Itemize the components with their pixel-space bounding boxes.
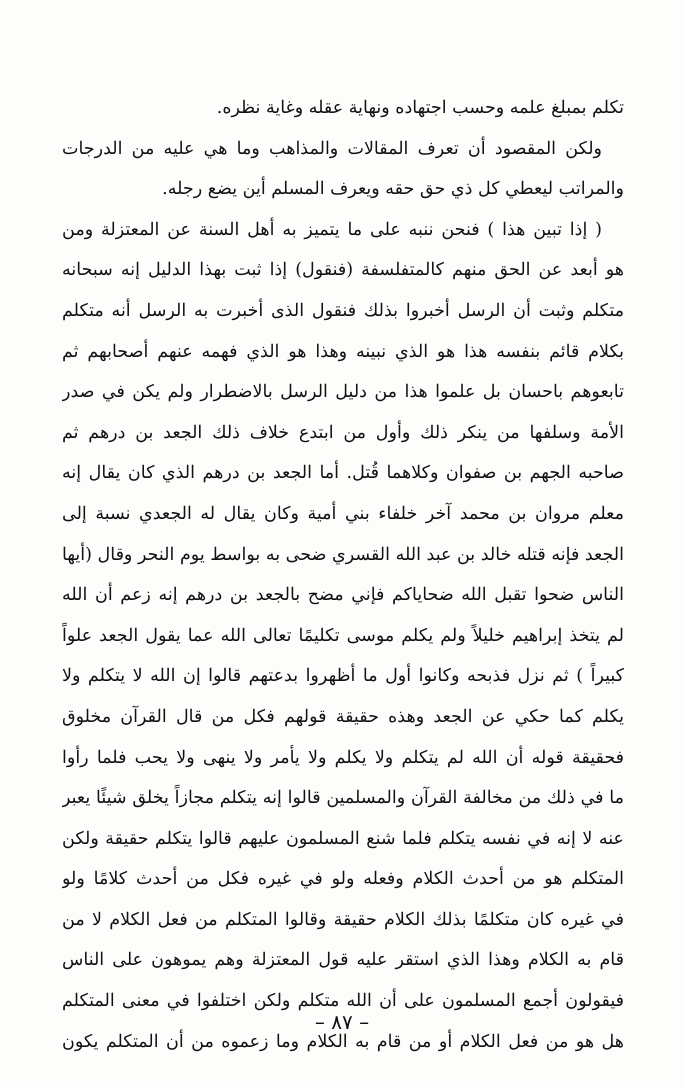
text-line-8: تابعوهم باحسان بل علموا هذا من دليل الرسل بالاضطرار ولم يكن في صدر: [62, 382, 624, 403]
text-line-17: فحقيقة قوله أن الله لم يتكلم ولا يكلم ولا يأمر ولا ينهى ولا يحب فلما رأوا: [62, 747, 624, 768]
text-line-21: في غيره كان متكلمًا بذلك الكلام حقيقة وقالوا المتكلم من فعل الكلام لا من: [62, 909, 624, 930]
text-line-20: المتكلم هو من أحدث الكلام وفعله ولو في غيره فكل من أحدث كلامًا ولو: [62, 869, 624, 890]
text-line-24: هل هو من فعل الكلام أو من قام به الكلام وما زعموه من أن المتكلم يكون: [62, 1031, 624, 1052]
text-line-7: بكلام قائم بنفسه هذا هو الذي نبينه وهذا هو الذي فهمه عنهم أصحابهم ثم: [62, 341, 624, 362]
text-line-5: هو أبعد عن الحق منهم كالمتفلسفة (فنقول) إذا ثبت بهذا الدليل إنه سبحانه: [62, 260, 624, 281]
text-line-15: كبيراً ) ثم نزل فذبحه وكانوا أول ما أظهروا بدعتهم قالوا إن الله لا يتكلم ولا: [62, 666, 624, 687]
text-line-13: الناس ضحوا تقبل الله ضحاياكم فإني مضح بالجعد بن درهم إنه زعم أن الله: [62, 585, 624, 606]
text-line-18: ما في ذلك من مخالفة القرآن والمسلمين قالوا إنه يتكلم مجازاً يخلق شيئًا يعبر: [62, 788, 624, 809]
text-line-14: لم يتخذ إبراهيم خليلاً ولم يكلم موسى تكليمًا تعالى الله عما يقول الجعد علواً: [62, 625, 624, 646]
page-number: – ٨٧ –: [314, 1010, 370, 1034]
text-line-2: ولكن المقصود أن تعرف المقالات والمذاهب وما هي عليه من الدرجات: [62, 138, 602, 159]
text-line-3: والمراتب ليعطي كل ذي حق حقه ويعرف المسلم أين يضع رجله.: [162, 179, 624, 200]
text-line-1: تكلم بمبلغ علمه وحسب اجتهاده ونهاية عقله وغاية نظره.: [216, 98, 624, 118]
text-line-12: الجعد فإنه قتله خالد بن عبد الله القسري ضحى به بواسط يوم النحر وقال (أيها: [62, 544, 624, 565]
text-line-19: عنه لا إنه في نفسه يتكلم فلما شنع المسلمون عليهم قالوا يتكلم حقيقة ولكن: [62, 828, 624, 849]
text-line-23: فيقولون أجمع المسلمون على أن الله متكلم ولكن اختلفوا في معنى المتكلم: [62, 991, 624, 1012]
text-line-6: متكلم وثبت أن الرسل أخبروا بذلك فنقول الذى أخبرت به الرسل أنه متكلم: [62, 300, 624, 321]
text-line-10: صاحبه الجهم بن صفوان وكلاهما قُتل. أما الجعد بن درهم الذي كان يقال إنه: [62, 463, 624, 484]
text-line-22: قام به الكلام وهذا الذي استقر عليه قول المعتزلة وهم يموهون على الناس: [62, 950, 624, 971]
body-text: [62, 88, 624, 1062]
text-line-16: يكلم كما حكي عن الجعد وهذه حقيقة قولهم فكل من قال القرآن مخلوق: [62, 706, 624, 727]
text-line-11: معلم مروان بن محمد آخر خلفاء بني أمية وكان يقال له الجعدي نسبة إلى: [62, 503, 624, 524]
text-line-4: ( إذا تبين هذا ) فنحن ننبه على ما يتميز به أهل السنة عن المعتزلة ومن: [62, 219, 602, 240]
text-line-9: الأمة وسلفها من ينكر ذلك وأول من ابتدع خلاف ذلك الجعد بن درهم ثم: [62, 422, 624, 443]
